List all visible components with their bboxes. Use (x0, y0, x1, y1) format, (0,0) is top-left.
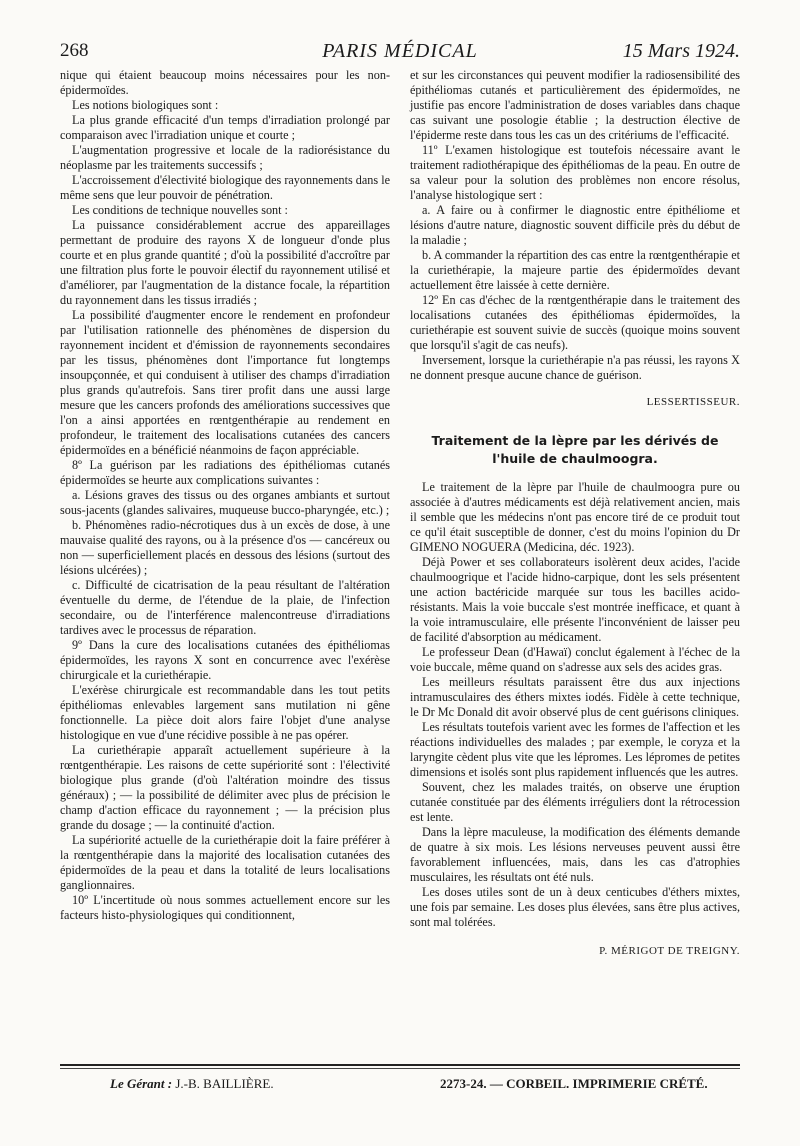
issue-date: 15 Mars 1924. (622, 40, 740, 62)
paragraph: 10º L'incertitude où nous sommes actuellement encore sur les facteurs histo-physiologiques qui conditionnent, (60, 893, 390, 922)
paragraph: L'accroissement d'électivité biologique des rayonnements dans le même sens que leur pouvoir de pénétration. (60, 173, 390, 202)
article-title-line-1: Traitement de la lèpre par les dérivés de (431, 433, 719, 448)
paragraph: 11º L'examen histologique est toutefois nécessaire avant le traitement radiothérapique des épithéliomas de la peau. En outre de sa valeur pour la solution des problèmes non encore résolus, l'analyse histologique sert : (410, 143, 740, 202)
paragraph: Dans la lèpre maculeuse, la modification des éléments demande de quatre à six mois. Les lésions nerveuses peuvent aussi être favorablement influencées, mais, dans les cas d'atrophies musculaires, les résultats ont été nuls. (410, 825, 740, 884)
paragraph: Souvent, chez les malades traités, on observe une éruption cutanée constituée par des éléments irréguliers dont la rétrocession est lente. (410, 780, 740, 824)
article-title (410, 432, 740, 468)
list-item: a. Lésions graves des tissus ou des organes ambiants et surtout sous-jacents (glandes salivaires, muqueuse bucco-pharyngée, etc.) ; (60, 488, 390, 517)
author-signature: P. MÉRIGOT DE TREIGNY. (599, 945, 740, 957)
paragraph: Le professeur Dean (d'Hawaï) conclut également à l'échec de la voie buccale, même quand on s'adresse aux sels des acides gras. (410, 645, 740, 674)
article-title-line-2: l'huile de chaulmoogra. (492, 451, 658, 466)
paragraph: Les doses utiles sont de un à deux centicubes d'éthers mixtes, une fois par semaine. Les doses plus élevées, sans être plus actives, sont mal tolérées. (410, 885, 740, 929)
author-signature: LESSERTISSEUR. (646, 396, 740, 408)
footer-rule (60, 1064, 740, 1066)
paragraph: La supériorité actuelle de la curiethérapie doit la faire préférer à la rœntgenthérapie dans la majorité des localisation cutanées des épidermoïdes de la peau et dans la totalité de leurs localisations ganglionnaires. (60, 833, 390, 892)
paragraph: 12º En cas d'échec de la rœntgenthérapie dans le traitement des localisations cutanées des épithéliomas épidermoïdes, la curiethérapie est souvent suivie de succès (quoique moins souvent que lorsqu'il s'agit de cas neufs). (410, 293, 740, 352)
paragraph: Le traitement de la lèpre par l'huile de chaulmoogra pure ou associée à d'autres médicaments est déjà relativement ancien, mais il semble que les médecins n'ont pas encore tiré de ce produit tout ce qu'il était susceptible de donner, c'est du moins l'opinion du Dr GIMENO NOGUERA (Medicina, déc. 1923). (410, 480, 740, 554)
paragraph: Les conditions de technique nouvelles sont : (72, 203, 288, 217)
page-header (60, 40, 740, 70)
printer-imprint: 2273-24. — CORBEIL. IMPRIMERIE CRÉTÉ. (440, 1076, 708, 1091)
list-item: a. A faire ou à confirmer le diagnostic entre épithéliome et lésions d'autre nature, diagnostic souvent difficile près du début de la maladie ; (410, 203, 740, 247)
paragraph: et sur les circonstances qui peuvent modifier la radiosensibilité des épithéliomas cutanés et particulièrement des épidermoïdes, ne justifie pas encore l'administration de doses variables dans chaque cas suivant une posologie établie ; la destruction élective de l'épiderme reste dans tous les cas un des critériums de l'efficacité. (410, 68, 740, 142)
paragraph: La possibilité d'augmenter encore le rendement en profondeur par l'utilisation rationnelle des phénomènes de dispersion du rayonnement incident et d'émission de rayonnements secondaires par les tissus, phénomènes dont l'importance fut longtemps insoupçonnée, et qui conduisent à utiliser des champs d'irradiation plus grands qu'autrefois. Sans tirer profit dans une aussi large mesure que les cancers profonds des améliorations successives que l'on a ainsi apportées en rœntgenthérapie au rendement en profondeur, le traitement des localisations cutanées des cancers épidermoïdes en a bénéficié néanmoins de façon appréciable. (60, 308, 390, 457)
gerant-name: J.-B. BAILLIÈRE. (175, 1076, 274, 1091)
paragraph: L'augmentation progressive et locale de la radiorésistance du néoplasme par les traitements successifs ; (60, 143, 390, 172)
paragraph: Inversement, lorsque la curiethérapie n'a pas réussi, les rayons X ne donnent presque aucune chance de guérison. (410, 353, 740, 382)
paragraph: La puissance considérablement accrue des appareillages permettant de produire des rayons X de longueur d'onde plus courte et en plus grande quantité ; d'où la possibilité d'accroître par une filtration plus forte le pouvoir électif du rayonnement utilisé et d'améliorer, par l'augmentation de la distance focale, la répartition du rayonnement dans les tissus irradiés ; (60, 218, 390, 307)
list-item: c. Difficulté de cicatrisation de la peau résultant de l'altération éventuelle du derme, de l'étendue de la plaie, de l'infection secondaire, ou de l'interférence malencontreuse d'irradiations tardives avec le processus de réparation. (60, 578, 390, 637)
paragraph: L'exérèse chirurgicale est recommandable dans les tout petits épithéliomas enlevables largement sans mutilation ni gêne fonctionnelle. La pièce doit alors faire l'objet d'une analyse histologique en vue d'une récidive possible à ne pas opérer. (60, 683, 390, 742)
gerant-label: Le Gérant : (110, 1076, 173, 1091)
paragraph: Les notions biologiques sont : (72, 98, 219, 112)
list-item: b. A commander la répartition des cas entre la rœntgenthérapie et la curiethérapie, la majeure partie des épidermoïdes devant actuellement être laissée à cette dernière. (410, 248, 740, 292)
paragraph: La plus grande efficacité d'un temps d'irradiation prolongé par comparaison avec l'irradiation unique et courte ; (60, 113, 390, 142)
right-column (410, 68, 740, 959)
paragraph: 8º La guérison par les radiations des épithéliomas cutanés épidermoïdes se heurte aux complications suivantes : (60, 458, 390, 487)
footer-rule (60, 1068, 740, 1069)
paragraph: La curiethérapie apparaît actuellement supérieure à la rœntgenthérapie. Les raisons de cette supériorité sont : l'électivité biologique plus grande (d'où l'altération moindre des tissus généraux) ; — la possibilité de délimiter avec plus de précision le champ d'action efficace du rayonnement ; — la précision plus grande du dosage ; — la continuité d'action. (60, 743, 390, 832)
paragraph: Les meilleurs résultats paraissent être dus aux injections intramusculaires des éthers mixtes iodés. Fidèle à cette technique, le Dr Mc Donald dit avoir observé plus de cent guérisons cliniques. (410, 675, 740, 719)
journal-title: PARIS MÉDICAL (322, 40, 478, 62)
gerant-credit (110, 1076, 274, 1092)
left-column (60, 68, 390, 923)
paragraph: nique qui étaient beaucoup moins nécessaires pour les non-épidermoïdes. (60, 68, 390, 97)
paragraph: Déjà Power et ses collaborateurs isolèrent deux acides, l'acide chaulmoogrique et l'acide hidno-carpique, dont les sels présentent une action bactéricide marquée sur tous les bacilles acido-résistants. Mais la voie buccale s'est montrée inefficace, et quant à la voie intramusculaire, elle présente l'inconvénient de laisser peu de facilité d'absorption au médicament. (410, 555, 740, 644)
paragraph: Les résultats toutefois varient avec les formes de l'affection et les réactions individuelles des malades ; par exemple, le coryza et la laryngite cèdent plus vite que les lépromes. Les lépromes de petites dimensions et isolés sont plus rapidement influencés que les autres. (410, 720, 740, 779)
page-number: 268 (60, 40, 89, 61)
paragraph: 9º Dans la cure des localisations cutanées des épithéliomas épidermoïdes, les rayons X sont en concurrence avec l'exérèse chirurgicale et la curiethérapie. (60, 638, 390, 682)
list-item: b. Phénomènes radio-nécrotiques dus à un excès de dose, à une mauvaise qualité des rayons, ou à la présence d'os — cancéreux ou non — superficiellement placés en dessous des lésions (surtout des lésions ulcérées) ; (60, 518, 390, 577)
